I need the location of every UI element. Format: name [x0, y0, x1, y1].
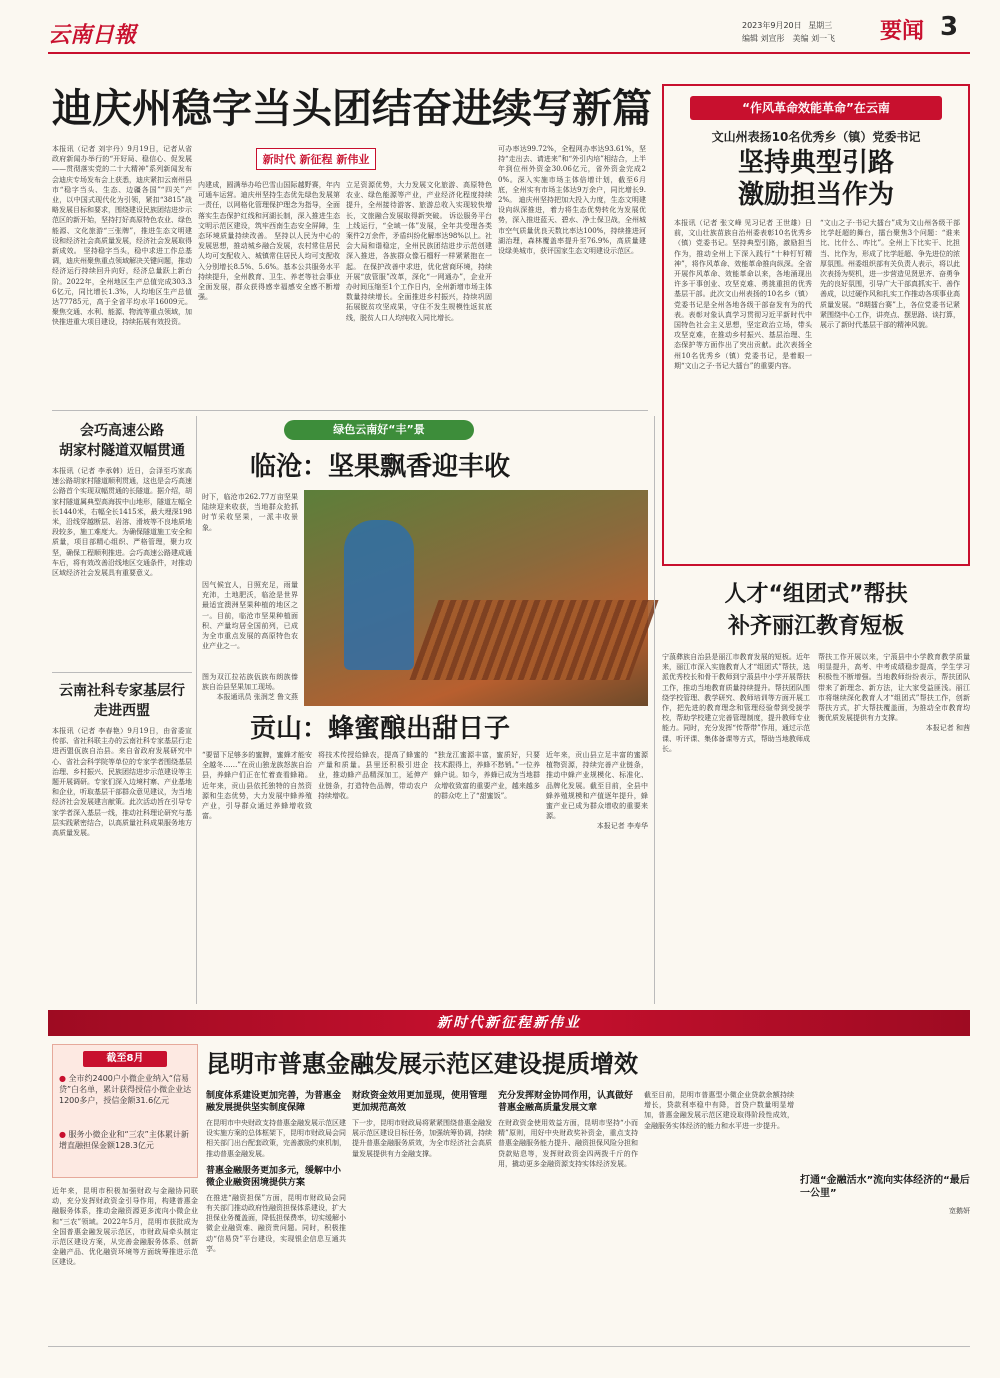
article-d-col1: 本报讯（记者 张文峰 见习记者 王世雄）日前，文山壮族苗族自治州委表彰10名优秀乡（镇）党委书记。坚持典型引路，激励担当作为，推动全州上下深入践行“十种钉钉精神”，将作风革命、效能革命推向纵深。全省开展作风革命、效能革命以来，各地涌现出许多干事创业、攻坚克难、勇挑重担的优秀基层干部。此次文山州表扬的10名乡（镇）党委书记是全州各地各级干部奋发有为的代表。表彰对象认真学习贯彻习近平新时代中国特色社会主义思想，坚定政治立场，带头攻坚克难，在推动乡村振兴、基层治理、生态保护等方面作出了突出贡献。此次表扬全州10名优秀乡（镇）党委书记，是着眼一期“文山之子·书记大擂台”的重要内容。 — [674, 219, 812, 370]
feature-banner — [284, 420, 474, 440]
article-f-lead: 近年来，昆明市积极加强财政与金融协同联动，充分发挥财政资金引导作用，构建普惠金融服务体系，推动金融资源更多流向小微企业和“三农”领域。2022年5月，昆明市获批成为全国普惠金融发展示范区，市财政局牵头制定示范区建设方案，从完善金融服务体系、创新金融产品、优化融资环境等方面统筹推进示范区建设。 — [52, 1187, 198, 1267]
article-d-subhead: 文山州表扬10名优秀乡（镇）党委书记 — [711, 130, 921, 144]
feature-banner-text: 绿色云南好“丰”景 — [333, 423, 425, 436]
article-e-title2: 补齐丽江教育短板 — [727, 614, 904, 639]
article-a-p9: 迪庆州坚持把加大投入力度，生态文明建设向纵深推进，着力将生态优势转化为发展优势，深入推进蓝天、碧水、净土保卫战，全州城市空气质量优良天数比率达100%，持续推进河湖治理，森林覆盖率提升至76.9%，高质量建设绿美城市，获评国家生态文明建设示范区。 — [498, 196, 646, 256]
article-d-kicker — [690, 96, 942, 120]
section-name: 要闻 — [880, 19, 925, 44]
section-banner-text: 新时代新征程新伟业 — [437, 1015, 581, 1031]
article-f-sub5: 打通“金融活水”流向实体经济的“最后一公里” — [800, 1175, 970, 1199]
article-c-title2: 走进西盟 — [94, 703, 150, 719]
article-b-title1: 会巧高速公路 — [80, 423, 164, 439]
masthead-date — [742, 20, 872, 32]
feature-caption: 图为双江拉祜族佤族布朗族傣族自治县坚果加工现场。 — [202, 673, 298, 692]
article-a-p2: 坚持稳字当头，稳中求进工作总基调，迪庆州聚焦重点领域解决关键问题，推动经济运行持续回升向好，经济总量跃上新台阶。2022年，全州地区生产总值完成303.36亿元，同比增长1.3%，人均地区生产总值达77785元，高于全省平均水平16009元。聚焦交通、水利、能源、物流等重点领域，加快推进重大项目建设，持续拓展有效投资。 — [52, 247, 192, 327]
date-text: 2023年9月20日 — [742, 21, 802, 30]
feature-title1: 临沧：坚果飘香迎丰收 — [249, 452, 510, 482]
article-a-p6: 诉讼服务平台上线运行，“全域一体”发展，全年共受理各类案件2万余件，矛盾纠纷化解率达98%以上。社会大局和谐稳定，全州民族团结进步示范创建深入推进，各族群众像石榴籽一样紧紧抱在一起。 — [346, 211, 492, 271]
article-b-body: 本报讯（记者 李承韩）近日，会泽至巧家高速公路胡家村隧道顺利贯通，这也是会巧高速公路首个实现双幅贯通的长隧道。据介绍，胡家村隧道属典型高海拔中山地形，隧道左幅全长1440米，右幅全长1415米，最大埋深198米，沿线穿越断层、岩溶、滑坡等不良地质地段较多，施工难度大。为确保隧道施工安全和质量，项目部精心组织、严格管理，聚力攻坚，确保工程顺利推进。会巧高速公路建成通车后，将有效改善沿线地区交通条件，对推动区域经济社会发展具有重要意义。 — [52, 467, 192, 578]
feature-col4: 将技术传授给蜂农，提高了蜂蜜的产量和质量。县里还积极引进企业，推动蜂产品精深加工，延伸产业链条，打造特色品牌，带动农户持续增收。 — [318, 751, 428, 800]
article-f-sub4: 财政资金效用更加显现，使用管理更加规范高效 — [352, 1091, 488, 1113]
article-c-body: 本报讯（记者 李春艳）9月19日，由省委宣传部、省社科联主办的云南社科专家基层行走进西盟佤族自治县。来自省政府发展研究中心、省社会科学院等单位的专家学者围绕基层治理、乡村振兴、民族团结进步示范建设等主题开展调研。专家们深入边境村寨、产业基地和企业，听取基层干部群众意见建议，为当地经济社会发展建言献策。此次活动旨在引导专家学者深入基层一线，推动社科理论研究与基层实践紧密结合，以高质量社科成果服务地方高质量发展。 — [52, 727, 192, 838]
feature-credit: 本报通讯员 张润芝 鲁文燕 — [216, 693, 298, 702]
article-f-sub1: 制度体系建设更加完善，为普惠金融发展提供坚实制度保障 — [206, 1091, 342, 1113]
article-d-kicker-text: “作风革命效能革命”在云南 — [742, 101, 890, 115]
article-f-col2-text: 在推进“融资担保”方面，昆明市财政局会同有关部门推动政府性融资担保体系建设，扩大担保业务覆盖面，降低担保费率，切实缓解小微企业融资难、融资贵问题。同时，积极推动“信易贷”平台建设，实现银企信息互通共享。 — [206, 1193, 346, 1253]
article-f-col3 — [498, 1090, 638, 1340]
feature-photo — [304, 490, 648, 706]
stat1-text: 全市约2400户小微企业纳入“信易贷”白名单，累计获得授信小微企业达1200多户，授信金额31.6亿元 — [59, 1074, 192, 1105]
stat2 — [59, 1129, 193, 1175]
article-f-title: 昆明市普惠金融发展示范区建设提质增效 — [206, 1050, 638, 1078]
weekday-text: 星期三 — [808, 21, 833, 30]
rule-b-bottom — [52, 672, 192, 673]
article-f-col4: 截至目前，昆明市普惠型小微企业贷款余额持续增长，贷款利率稳中有降，首贷户数量明显增加，普惠金融发展示范区建设取得阶段性成效，金融服务实体经济的能力和水平进一步提升。 — [644, 1091, 794, 1130]
article-a-p7: 在保护改善中求进，优化营商环境，持续开展“放管服”改革，深化“一网通办”，企业开办时间压缩至1个工作日内，全州新增市场主体数量持续增长。全面推进乡村振兴，持续巩固拓展脱贫攻坚成果，守住不发生规模性返贫底线，脱贫人口人均纯收入同比增长。 — [346, 262, 492, 322]
article-a-banner-text: 新时代 新征程 新伟业 — [262, 153, 370, 166]
article-f-col1-text: 在昆明市中央财政支持普惠金融发展示范区建设实施方案的总体框架下，昆明市财政局会同相关部门出台配套政策，完善激励约束机制，推动普惠金融发展。 — [206, 1119, 346, 1158]
masthead — [0, 0, 1000, 72]
feature-col6 — [546, 750, 648, 1002]
page-number: 3 — [940, 12, 959, 42]
feature-col2: 因气候宜人，日照充足，雨量充沛，土地肥沃，临沧是世界最适宜澳洲坚果种植的地区之一。目前，临沧市坚果种植面积、产量均居全国前列，已成为全市重点发展的高原特色农业产业之一。 — [202, 581, 298, 651]
article-e-title1: 人才“组团式”帮扶 — [724, 582, 908, 607]
feature-col1: 时下，临沧市262.77万亩坚果陆续迎来收获，当地群众抢抓时节采收坚果，一派丰收景象。 — [202, 493, 298, 532]
article-d-box — [662, 84, 970, 566]
article-e-byline: 本报记者 和茜 — [925, 724, 970, 733]
masthead-editors: 编辑 刘宣彤 美编 刘一飞 — [742, 34, 836, 43]
article-a-col2 — [198, 180, 340, 404]
feature-col6-text: 近年来，贡山县立足丰富的蜜源植物资源，持续完善产业链条，推动中蜂产业规模化、标准化、品牌化发展。截至目前，全县中蜂养殖规模和产值逐年提升，蜂蜜产业已成为群众增收的重要来源。 — [546, 751, 648, 821]
rule-a-bottom — [52, 410, 648, 411]
masthead-rule — [48, 52, 970, 54]
article-f-col3-text: 在财政资金使用效益方面，昆明市坚持“小而精”原则，用好中央财政奖补资金，重点支持普惠金融服务能力提升、融资担保风险分担和贷款贴息等，发挥财政资金四两拨千斤的作用，撬动更多金融资源支持实体经济发展。 — [498, 1119, 638, 1168]
article-a-col1 — [52, 144, 192, 404]
article-f-col5 — [800, 1044, 970, 1340]
stat1 — [59, 1073, 193, 1123]
article-a-col3 — [346, 180, 492, 404]
page-bottom-rule — [48, 1346, 970, 1347]
article-e-col1: 宁蒗彝族自治县是丽江市教育发展的短板。近年来，丽江市深入实施教育人才“组团式”帮扶，选派优秀校长和骨干教师到宁蒗县中小学开展帮扶工作，推动当地教育质量持续提升。帮扶团队围绕学校管理、教学研究、教师培训等方面开展工作，把先进的教育理念和管理经验带到受援学校，帮助学校建立完善管理制度，提升教师专业能力。同时，充分发挥“传帮带”作用，通过示范课、听评课、集体备课等方式，帮助当地教师成长。 — [662, 653, 810, 753]
article-a-p8: 可办率达99.72%，全程网办率达93.61%，坚持“走出去、请进来”和“外引内培”相结合，上半年到位州外资金30.06亿元，省外资金完成20%。深入实施市场主体倍增计划，截至6月底，全州实有市场主体达9万余户，同比增长9.2%。 — [498, 145, 646, 205]
stat1-bullet-icon: ● — [59, 1074, 66, 1083]
article-f-byline: 宽鹅妍 — [949, 1207, 970, 1215]
rule-mid — [654, 416, 655, 1004]
article-a-col4 — [498, 144, 646, 404]
article-f-sub2: 普惠金融服务更加多元，缓解中小微企业融资困境提供方案 — [206, 1165, 342, 1188]
article-a-p4: 坚持以人民为中心的发展思想，推动城乡融合发展，农村常住居民人均可支配收入、城镇常住居民人均可支配收入分别增长8.5%、5.6%。基本公共服务水平持续提升，全州教育、卫生、养老等社会事业全面发展，群众获得感幸福感安全感不断增强。 — [198, 232, 340, 302]
photo-conveyor — [409, 600, 658, 680]
feature-title2: 贡山：蜂蜜酿出甜日子 — [249, 714, 510, 744]
article-a-title: 迪庆州稳字当头团结奋进续写新篇 — [52, 86, 652, 132]
feature-byline: 本报记者 李寿华 — [596, 822, 648, 831]
section-banner — [48, 1010, 970, 1036]
article-b-title2: 胡家村隧道双幅贯通 — [59, 443, 185, 459]
article-a-p3: 内建成，圆满举办哈巴雪山国际越野赛，年内可通车运营。迪庆州坚持生态优先绿色发展第一责任，以网格化管理保护理念为指导，全面落实生态保护红线和河湖长制，深入推进生态文明示范区建设，筑牢西南生态安全屏障，生态环境质量持续改善。 — [198, 181, 340, 241]
article-a-p5: 立足资源优势，大力发展文化旅游、高原特色农业、绿色能源等产业，产业经济化程度持续提升，全州接待游客、旅游总收入实现较快增长，文旅融合发展取得新突破。 — [346, 181, 492, 220]
photo-worker — [344, 520, 414, 670]
article-e-col2 — [818, 652, 970, 998]
article-d-title1: 坚持典型引路 — [737, 148, 894, 178]
article-d-col2: “文山之子·书记大擂台”成为文山州各级干部比学赶超的舞台，擂台聚焦3个问题：“谁来比、比什么、咋比”。全州上下比实干、比担当、比作为，形成了比学赶超、争先进位的浓厚氛围。州委组织部有关负责人表示，将以此次表扬为契机，进一步营造见贤思齐、奋勇争先的良好氛围，引导广大干部真抓实干、善作善成，以过硬作风和扎实工作推动各项事业高质量发展。“8期擂台赛”上，各位党委书记紧紧围绕中心工作，讲亮点、摆思路、谈打算，展示了新时代基层干部的精神风貌。 — [820, 219, 960, 330]
article-e-col2-text: 帮扶工作开展以来，宁蒗县中小学教育教学质量明显提升，高考、中考成绩稳步提高，学生学习积极性不断增强。当地教师纷纷表示，帮扶团队带来了新理念、新方法，让大家受益匪浅。丽江市将继续深化教育人才“组团式”帮扶工作，创新帮扶方式，扩大帮扶覆盖面，为推动全市教育均衡优质发展提供有力支撑。 — [818, 653, 970, 723]
article-f-col1 — [206, 1090, 346, 1340]
article-f-col4-text: 下一步，昆明市财政局将紧紧围绕普惠金融发展示范区建设目标任务，加强统筹协调，持续提升普惠金融服务质效，为全市经济社会高质量发展提供有力金融支撑。 — [352, 1119, 492, 1158]
article-d-title2: 激励担当作为 — [737, 180, 894, 210]
feature-col5: “独龙江蜜源丰富，蜜质好，只要技术跟得上，养蜂不愁销。”一位养蜂户说。如今，养蜂已成为当地群众增收致富的重要产业，越来越多的群众吃上了“甜蜜饭”。 — [434, 751, 540, 800]
rule-left-col — [196, 416, 197, 1004]
stat2-bullet-icon: ● — [59, 1130, 66, 1139]
article-c-title1: 云南社科专家基层行 — [59, 683, 185, 699]
newspaper-logo: 云南日報 — [48, 22, 137, 48]
article-a-p1: 本报讯（记者 刘宇丹）9月19日，记者从省政府新闻办举行的“开好局、稳信心、促发展——贯彻落实党的二十大精神”系列新闻发布会迪庆专场发布会上获悉，迪庆紧扣云南州县市“稳字当头、生态、边疆各国”“四关”产业，以中国式现代化为引领，紧扣“3815”战略发展目标和要求，围绕建设民族团结进步示范区的新开始，坚持打好高原特色农业、绿色能源、文化旅游“三张牌”，推进生态文明建设和经济社会高质量发展，经济社会发展取得新成效。 — [52, 145, 192, 256]
article-f-sidebar — [52, 1044, 198, 1178]
article-a-banner — [256, 148, 376, 170]
article-f-sub3: 充分发挥财金协同作用，认真做好普惠金融高质量发展文章 — [498, 1091, 634, 1113]
sidebar-title: 截至8月 — [83, 1051, 167, 1067]
feature-col3: “要留下足够多的蜜脾，蜜蜂才能安全越冬……”在贡山独龙族怒族自治县，养蜂户们正在忙着查看蜂箱。近年来，贡山县依托独特的自然资源和生态优势，大力发展中蜂养殖产业，引导群众通过养蜂增收致富。 — [202, 751, 312, 821]
article-f-col2 — [352, 1090, 492, 1340]
stat2-text: 服务小微企业和“三农”主体累计新增直融担保金额128.3亿元 — [59, 1130, 189, 1150]
